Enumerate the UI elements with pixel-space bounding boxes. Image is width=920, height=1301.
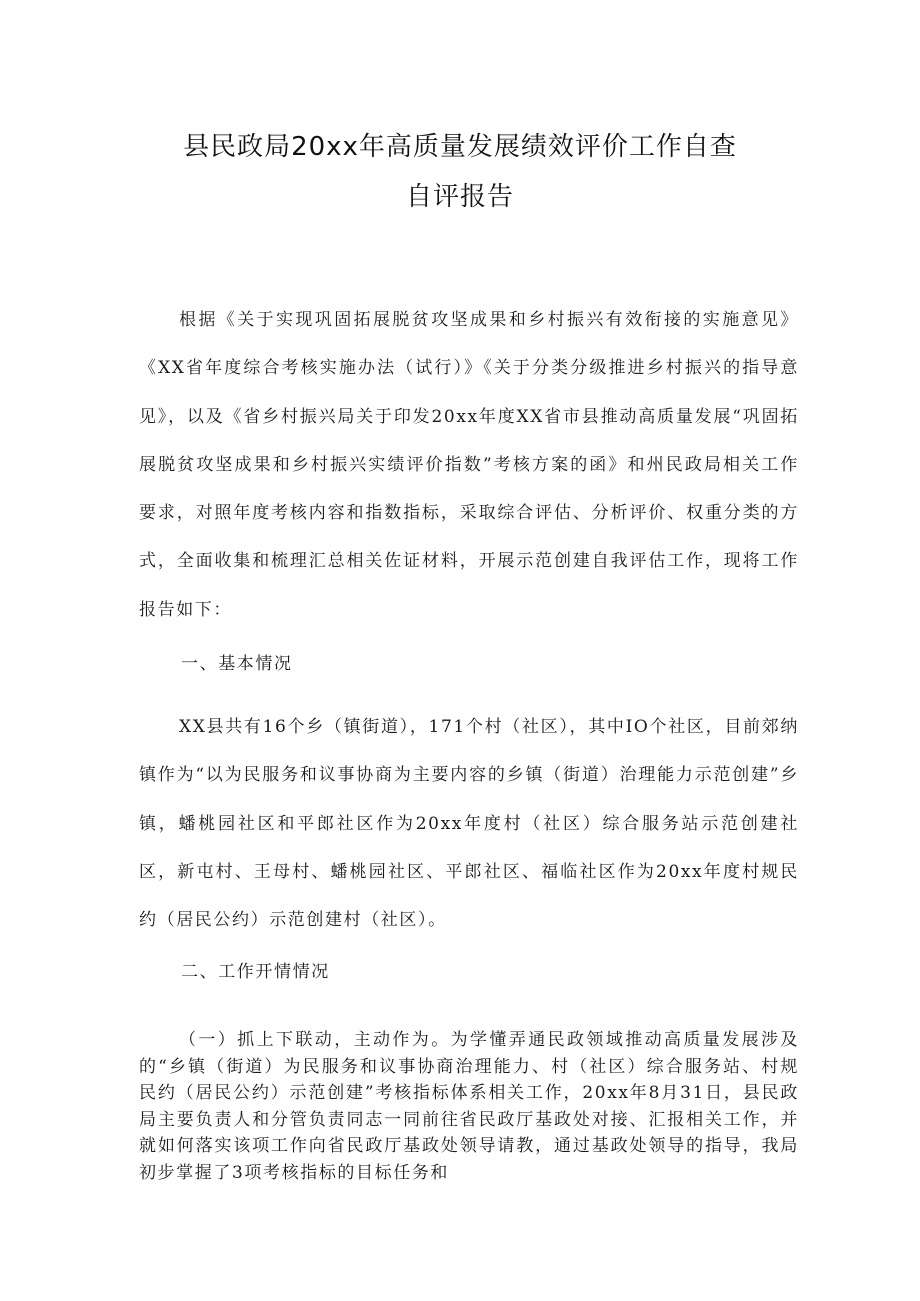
document-title-line2: 自评报告 [405,182,514,212]
intro-paragraph: 根据《关于实现巩固拓展脱贫攻坚成果和乡村振兴有效衔接的实施意见》《XX省年度综合考核实施办法（试行）》《关于分类分级推进乡村振兴的指导意见》，以及《省乡村振兴局关于印发20xx年度XX省市县推动高质量发展“巩固拓展脱贫攻坚成果和乡村振兴实绩评价指数”考核方案的函》和州民政局相关工作要求，对照年度考核内容和指数指标，采取综合评估、分析评价、权重分类的方式，全面收集和梳理汇总相关佐证材料，开展示范创建自我评估工作，现将工作报告如下： [139,310,799,620]
basic-situation-paragraph: XX县共有16个乡（镇街道），171个村（社区），其中IO个社区，目前郊纳镇作为“以为民服务和议事协商为主要内容的乡镇（街道）治理能力示范创建”乡镇，蟠桃园社区和平郎社区作为20xx年度村（社区）综合服务站示范创建社区，新屯村、王母村、蟠桃园社区、平郎社区、福临社区作为20xx年度村规民约（居民公约）示范创建村（社区）。 [139,717,799,931]
section-heading-work: 二、工作开情情况 [181,962,330,982]
work-progress-paragraph: （一）抓上下联动，主动作为。为学懂弄通民政领域推动高质量发展涉及的“乡镇（街道）为民服务和议事协商治理能力、村（社区）综合服务站、村规民约（居民公约）示范创建”考核指标体系相关工作，20xx年8月31日，县民政局主要负责人和分管负责同志一同前往省民政厅基政处对接、汇报相关工作，并就如何落实该项工作向省民政厅基政处领导请教，通过基政处领导的指导，我局初步掌握了3项考核指标的目标任务和 [139,1030,799,1183]
document-title-line1: 县民政局20xx年高质量发展绩效评价工作自查 [183,132,737,162]
section-heading-basic: 一、基本情况 [181,654,293,674]
